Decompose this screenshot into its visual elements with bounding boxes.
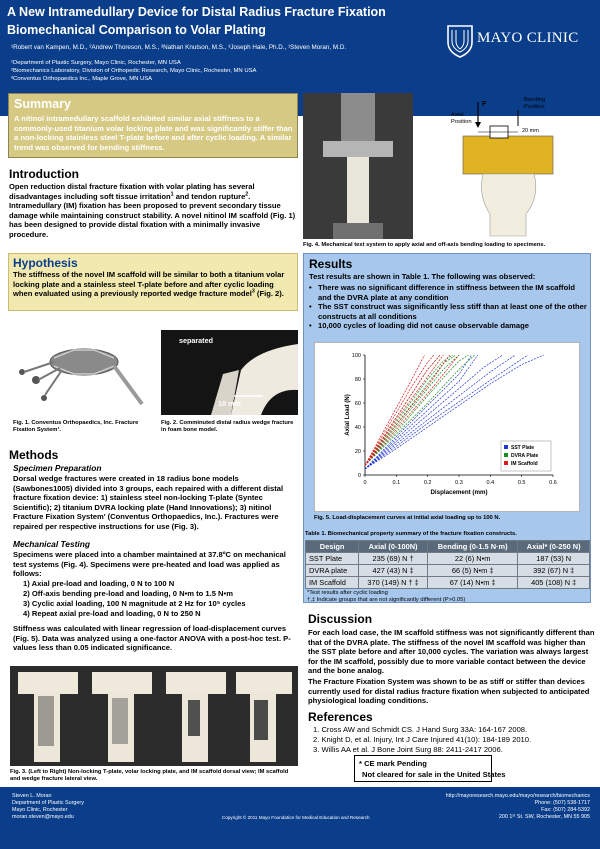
table-row: DVRA plate 427 (43) N ‡ 66 (5) N•m ‡ 392 (67) N ‡ (306, 565, 590, 577)
fig2-label-separated: separated (179, 336, 213, 345)
table1-note-2: †,‡ Indicate groups that are not significantly different (P>0.05) (307, 597, 466, 603)
summary-title: Summary (14, 97, 71, 111)
reference-3: 3. Willis AA et al. J Bone Joint Surg 88: 2411-2417 2006. (313, 745, 503, 754)
fig4-loading-diagram (418, 96, 594, 240)
results-bullet-2: • The SST construct was significantly less stiff than at least one of the other constructs at all conditions (309, 302, 587, 321)
y-tick-label: 60 (354, 401, 361, 407)
footer-copyright: Copyright © 2011 Mayo Foundation for Medical Education and Research (222, 815, 370, 820)
series-line-sst-plate (365, 355, 515, 469)
hypothesis-box (8, 253, 298, 311)
testing-step-3: 3) Cyclic axial loading, 100 N magnitude at 2 Hz for 10⁵ cycles (23, 599, 246, 608)
testing-step-1: 1) Axial pre-load and loading, 0 N to 100 N (23, 579, 175, 588)
legend-swatch (504, 453, 508, 457)
legend-swatch (504, 445, 508, 449)
footer-contact-inst: Mayo Clinic, Rochester (12, 807, 68, 813)
footer-contact-email[interactable]: moran.steven@mayo.edu (12, 814, 74, 820)
series-line-im-scaffold (365, 355, 459, 465)
series-line-im-scaffold (365, 355, 443, 465)
series-line-dvra-plate (365, 355, 475, 465)
footer-fax: Fax: (507) 284-5392 (541, 807, 590, 813)
affiliation-3: ³Conventus Orthopaedics Inc., Maple Grove, MN USA (11, 76, 153, 82)
y-tick-label: 0 (357, 473, 361, 479)
results-bullet-1: • There was no significant difference in stiffness between the IM scaffold and the DVRA plate at any condition (309, 283, 587, 302)
analysis-text: Stiffness was calculated with linear regression of load-displacement curves (Fig. 5). Data was analyzed using a one-factor ANOVA with a post-hoc test. P-values less than 0.05 indicated significance. (13, 624, 291, 653)
y-tick-label: 40 (354, 425, 361, 431)
series-line-im-scaffold (365, 355, 450, 465)
table1-header-bending: Bending (0-1.5 N·m) (427, 541, 517, 553)
table1-caption: Table 1. Biomechanical property summary of the fracture fixation constructs. (305, 531, 517, 537)
mechanical-testing-title: Mechanical Testing (13, 539, 90, 549)
introduction-text: Open reduction distal fracture fixation with volar plating has several disadvantages including soft tissue irritation$^1$ and tendon rupture$^2$. Intramedullary (IM) fixation has been proposed to prevent secondary tissue damage while maintaining construct stability. A novel nitinol IM scaffold (Fig. 1) has been designed to provide distal fixation with a minimally invasive procedure. (9, 182, 296, 239)
fig4-label-bending: Bending Position (524, 97, 546, 110)
affiliation-1: ¹Department of Plastic Surgery, Mayo Clinic, Rochester, MN USA (11, 60, 181, 66)
testing-step-2: 2) Off-axis bending pre-load and loading, 0 N•m to 1.5 N•m (23, 589, 233, 598)
ce-mark-notice (354, 755, 506, 782)
footer-address: 200 1ˢᵗ St. SW, Rochester, MN 55 905 (498, 814, 590, 820)
fig3-specimen-photos (10, 666, 298, 766)
testing-step-4: 4) Repeat axial pre-load and loading, 0 N to 250 N (23, 609, 201, 618)
series-line-dvra-plate (365, 355, 468, 465)
discussion-text-1: For each load case, the IM scaffold stiffness was not significantly different than that of the DVRA plate. The stiffness of the novel IM scaffold was higher than the SST plate before and after 10,000 cycles. The variation was always largest for the IM scaffold, possibly due to more variable contact between the device and the bone analog. (308, 628, 595, 676)
x-tick-label: 0.4 (486, 480, 495, 486)
fig4-label-f: F (482, 99, 487, 108)
mechanical-testing-text: Specimens were placed into a chamber maintained at 37.8ºC on mechanical test systems (Fig. 4). Specimens were pre-heated and load was applied as follows: (13, 550, 286, 579)
table1-header-axial-cyclic: Axial* (0-250 N) (518, 541, 590, 553)
table1-note-1: *Test results after cyclic loading (307, 590, 388, 596)
footer-website[interactable]: http://mayoresearch.mayo.edu/mayo/research/biomechanics (445, 793, 590, 799)
y-axis-label: Axial Load (N) (344, 394, 351, 436)
x-tick-label: 0.3 (455, 480, 463, 486)
x-tick-label: 0.2 (423, 480, 432, 486)
references-title: References (308, 710, 373, 724)
specimen-prep-text: Dorsal wedge fractures were created in 18 radius bone models (Sawbones1005) divided into 3 groups, each repaired with a different distal fracture fixation device: 1) stainless steel non-locking T-plate (Syntec Scientific); 2) titanium DVRA locking plate (Hand Innovations); 3) nitinol Fracture Fixation System' (Conventus Orthopaedics, Inc.). Fractures were repaired per respective instructions for use (Fig. 3). (13, 474, 284, 531)
results-title: Results (309, 257, 353, 271)
footer-contact-name: Steven L. Moran (12, 793, 52, 799)
table1-header-design: Design (306, 541, 359, 553)
poster-title: A New Intramedullary Device for Distal Radius Fracture Fixation (7, 5, 386, 19)
y-tick-label: 100 (351, 353, 361, 359)
methods-title: Methods (9, 448, 59, 462)
series-line-im-scaffold (365, 355, 425, 465)
summary-box (8, 93, 298, 158)
fig3-caption: Fig. 3. (Left to Right) Non-locking T-plate, volar locking plate, and IM scaffold dorsal view; IM scaffold and wedge fracture lateral view. (10, 769, 289, 782)
x-tick-label: 0.6 (549, 480, 557, 486)
discussion-text-2: The Fracture Fixation System was shown to be as stiff or stiffer than devices currently used for distal radius fracture fixation when subjected to anticipated physiological loading conditions. (308, 677, 590, 706)
fig4-label-axial: Axial Position (451, 112, 472, 125)
fig2-caption: Fig. 2. Comminuted distal radius wedge fracture in foam bone model. (161, 420, 294, 433)
series-line-dvra-plate (365, 355, 459, 465)
hypothesis-title: Hypothesis (13, 256, 78, 270)
table1-header-axial: Axial (0-100N) (359, 541, 428, 553)
results-bullets (309, 283, 587, 331)
specimen-prep-title: Specimen Preparation (13, 463, 102, 473)
legend-label: IM Scaffold (511, 461, 538, 467)
x-tick-label: 0.1 (392, 480, 401, 486)
series-line-im-scaffold (365, 355, 434, 465)
table1 (305, 540, 590, 589)
discussion-title: Discussion (308, 612, 373, 626)
fig4-test-system-photo (303, 93, 413, 239)
reference-2: 2. Knight D, et al. Injury, Int J Care Injured 41(10): 184-189 2010. (313, 735, 532, 744)
x-tick-label: 0 (363, 480, 367, 486)
footer-phone: Phone: (507) 538-1717 (534, 800, 590, 806)
x-tick-label: 0.5 (517, 480, 526, 486)
hypothesis-text: The stiffness of the novel IM scaffold will be similar to both a titanium volar locking plate and a stainless steel T-plate before and after cyclic loading when evaluated using a previously reported wedge fracture model$^3$ (Fig. 2). (13, 270, 285, 299)
results-intro: Test results are shown in Table 1. The following was observed: (309, 272, 536, 281)
fig5-load-displacement-chart (315, 343, 581, 513)
mayo-shield-icon (446, 24, 474, 58)
poster-footer (0, 787, 600, 849)
results-bullet-3: • 10,000 cycles of loading did not cause observable damage (309, 321, 587, 331)
fig5-chart-panel (314, 342, 580, 512)
mayo-clinic-logo: MAYO CLINIC (477, 30, 579, 46)
introduction-title: Introduction (9, 167, 79, 181)
table-row: SST Plate 235 (69) N † 22 (6) N•m 187 (53) N (306, 553, 590, 565)
x-axis-label: Displacement (mm) (430, 489, 488, 496)
fig4-caption: Fig. 4. Mechanical test system to apply axial and off-axis bending loading to specimens. (303, 242, 546, 248)
ce-mark-line-1: * CE mark Pending (359, 759, 427, 768)
author-list: ¹Robert van Kampen, M.D., ²Andrew Thoreson, M.S., ³Nathan Knutson, M.S., ³Joseph Hale, Ph.D., ¹Steven Moran, M.D. (11, 44, 347, 51)
y-tick-label: 80 (354, 377, 361, 383)
fig5-caption: Fig. 5. Load-displacement curves at initial axial loading up to 100 N. (314, 515, 501, 521)
affiliation-2: ²Biomechanics Laboratory, Division of Orthopedic Research, Mayo Clinic, Rochester, MN USA (11, 68, 257, 74)
footer-contact-dept: Department of Plastic Surgery (12, 800, 84, 806)
fig1-caption: Fig. 1. Conventus Orthopaedics, Inc. Fracture Fixation System¹. (13, 420, 139, 433)
fig1-device-image (14, 328, 154, 418)
legend-label: SST Plate (511, 445, 535, 451)
reference-1: 1. Cross AW and Schmidt CS. J Hand Surg 33A: 164-167 2008. (313, 725, 528, 734)
fig4-label-offset: 20 mm (522, 128, 539, 134)
fig2-label-scale: 10 mm (218, 399, 241, 408)
poster-subtitle: Biomechanical Comparison to Volar Plating (7, 23, 266, 37)
legend-label: DVRA Plate (511, 453, 539, 459)
ce-mark-line-2: Not cleared for sale in the United States (362, 770, 506, 779)
legend-swatch (504, 461, 508, 465)
summary-text: A nitinol intramedullary scaffold exhibited similar axial stiffness to a commonly-used titanium volar locking plate and was significantly stiffer than a non-locking stainless steel T-plate before and after cyclic loading. A similar trend was observed for bending stiffness. (14, 114, 293, 152)
table-row: IM Scaffold 370 (149) N † ‡ 67 (14) N•m ‡ 405 (108) N ‡ (306, 577, 590, 589)
y-tick-label: 20 (354, 449, 361, 455)
